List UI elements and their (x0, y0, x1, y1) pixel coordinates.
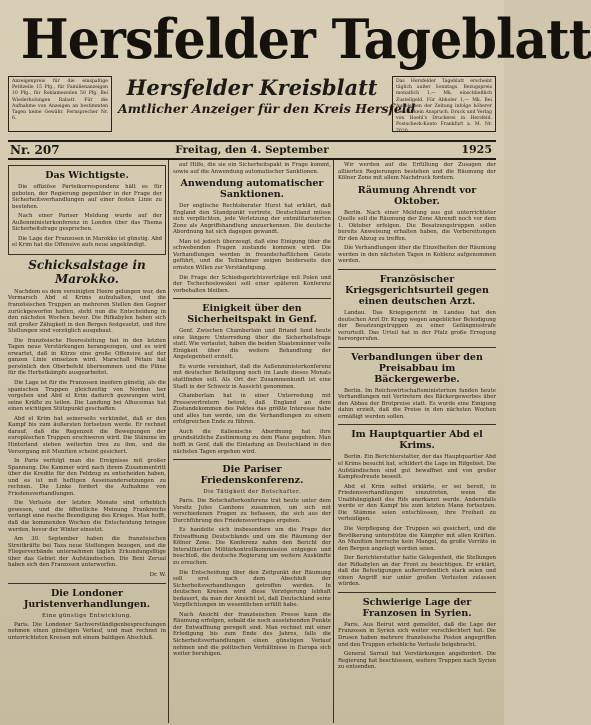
summary-box (8, 165, 166, 255)
heading-hauptquartier: Im Hauptquartier Abd el Krims. (351, 429, 483, 452)
paragraph: Paris. Aus Beirut wird gemeldet, daß die Lage der Franzosen in Syrien sich weiter verschlechtert hat. Die Drusen haben mehrere französische Posten angegriffen und den Truppen erhebliche Verluste beigebracht. (338, 621, 496, 648)
paragraph: Nachdem es dem vereinigten Heere gelungen war, den Vormarsch Abd el Krims aufzuhalten, und die französischen Truppen an mehreren Stellen den Gegner zurückgeworfen hatten, steht nun die Entscheidung in den nächsten Wochen bevor. Die Rifkabylen haben sich mit großer Zähigkeit in den Bergen festgesetzt, und ihre Stellungen sind vorzüglich ausgebaut. (8, 288, 166, 335)
paragraph: Genf. Zwischen Chamberlain und Briand fand heute eine längere Unterredung über die Sicherheitsfrage statt. Wie verlautet, haben die beiden Staatsmänner volle Einigkeit über die weitere Behandlung der Angelegenheit erzielt. (173, 328, 331, 361)
header-row (8, 76, 496, 138)
paragraph: Die Verhandlungen über die Einzelheiten der Räumung werden in den nächsten Tagen in Koblenz aufgenommen werden. (338, 245, 496, 265)
heading-kriegsgericht: Französischer Kriegsgerichtsurteil gegen einen deutschen Arzt. (345, 274, 489, 308)
heading-sanktionen: Anwendung automatischer Sanktionen. (180, 178, 324, 201)
paragraph: Die Lage der Franzosen in Marokko ist günstig. Abd el Krim hat die Offensive aufs neue angekündigt. (12, 235, 162, 249)
paragraph: Die französische Heeresleitung hat in den letzten Tagen neue Verstärkungen herangezogen, und es wird erwartet, daß in Kürze eine große Offensive auf der ganzen Linie einsetzen wird. Marschall Pétain hat persönlich den Oberbefehl übernommen und die Pläne für die Herbstkämpfe ausgearbeitet. (8, 337, 166, 377)
header-right-box: Das Hersfelder Tageblatt erscheint täglich außer Sonntags. Bezugspreis monatlich 1,— Mk. einschließlich Zustellgeld. Für Abholer 1,— Mk. Bei Ausbleiben der Zeitung infolge höherer Gewalt kein Anspruch. Druck und Verlag von Hoehl's Druckerei in Hersfeld. Postscheck-Konto Frankfurt a. M. Nr. 7020. (392, 76, 496, 132)
issue-date: Freitag, den 4. September (175, 144, 329, 156)
paragraph: Die Verluste der letzten Monate sind erheblich gewesen, und die öffentliche Meinung Frankreichs verlangt eine rasche Beendigung des Krieges. Man hofft, daß die kommenden Wochen die Entscheidung bringen werden, bevor der Winter einsetzt. (8, 500, 166, 533)
issue-year: 1925 (461, 143, 492, 156)
paragraph: Am 30. September haben die französischen Streitkräfte bei Taza neue Stellungen bezogen, und die Fliegerverbände unternehmen täglich Erkundungsflüge über das Gebiet der Aufständischen. Die Beni Zerual haben sich den Franzosen unterworfen. (8, 536, 166, 569)
paragraph: Berlin. Nach einer Meldung aus gut unterrichteter Quelle soll die Räumung der Zone Ahrendt noch vor dem 1. Oktober erfolgen. Die Besatzungstruppen sollen bereits Anweisung erhalten haben, die Vorbereitungen für den Abzug zu treffen. (338, 209, 496, 242)
paragraph: Paris. Die Botschafterkonferenz trat heute unter dem Vorsitz Jules Cambons zusammen, um sich mit verschiedenen Fragen zu befassen, die sich aus der Durchführung des Friedensvertrages ergeben. (173, 498, 331, 524)
paragraph: Es wurde vereinbart, daß die Außenministerkonferenz mit deutscher Beteiligung noch im Laufe dieses Monats stattfinden soll. Als Ort der Zusammenkunft ist eine Stadt in der Schweiz in Aussicht genommen. (173, 363, 331, 390)
paragraph: Auch die italienische Abordnung hat ihre grundsätzliche Zustimmung zu dem Plane gegeben. Man hofft in Genf, daß die Einladung an Deutschland in den nächsten Tagen ergehen wird. (173, 428, 331, 455)
paragraph: Paris. Die Londoner Sachverständigenbesprechungen nehmen einen günstigen Verlauf, und man rechnet in unterrichteten Kreisen mit einem baldigen Abschluß. (8, 621, 166, 641)
paragraph: In Paris verfolgt man die Ereignisse mit großer Spannung. Die Kammer wird nach ihrem Zusammentritt über die Kredite für den Feldzug zu entscheiden haben, und es ist mit heftigen Auseinandersetzungen zu rechnen. Die Linke fordert die Aufnahme von Friedensverhandlungen. (8, 458, 166, 497)
section-rule (8, 583, 166, 584)
section-rule (338, 592, 496, 593)
issue-number: Nr. 207 (10, 143, 60, 157)
paragraph: Nach einer Pariser Meldung wurde auf der Außenministerkonferenz in London über das Thema Sicherheitsfrage gesprochen. (12, 213, 162, 233)
paragraph: auf Hilfe, die sie ein Sicherheitspakt in Frage kommt, sowie auf die Anwendung automatischer Sanktionen. (173, 162, 331, 175)
section-rule (338, 347, 496, 348)
header-tagline: Amtlicher Anzeiger für den Kreis Hersfeld (118, 101, 416, 116)
subheading-london: Eine günstige Entwicklung. (42, 612, 132, 619)
paragraph: Wir werden auf die Erfüllung der Zusagen der alliierten Regierungen bestehen und die Räumung der Kölner Zone mit allem Nachdruck fordern. (338, 162, 496, 182)
paragraph: Es handelte sich insbesondere um die Frage der Entwaffnung Deutschlands und um die Räumung der Kölner Zone. Die Konferenz nahm den Bericht der Interalliierten Militärkontrollkommission entgegen und beschloß, die deutsche Regierung um weitere Auskünfte zu ersuchen. (173, 527, 331, 566)
section-rule (173, 459, 331, 460)
column-1 (8, 162, 166, 722)
paragraph: Der englische Rechtsberater Hurst hat erklärt, daß England den Standpunkt vertrete, Deutschland müsse sich verpflichten, jede Verletzung der entmilitarisierten Zone als Angriffshandlung anzuerkennen. Die deutsche Abordnung hat sich dagegen gewandt. (173, 203, 331, 236)
paragraph: Chamberlain hat in einer Unterredung mit Pressevertretern betont, daß England an dem Zustandekommen des Paktes das größte Interesse habe und alles tun werde, um die Verhandlungen zu einem erfolgreichen Ende zu führen. (173, 393, 331, 426)
column-divider (168, 160, 169, 723)
section-rule (173, 298, 331, 299)
dateline (8, 140, 496, 160)
paragraph: Abd el Krim hat seinerseits verkündet, daß er den Kampf bis zum äußersten fortsetzen werde. Er rechnet darauf, daß die Regenzeit die Bewegungen der europäischen Truppen erschweren wird. Die Stämme im Hinterland stehen weiterhin treu zu ihm, und die Versorgung mit Munition scheint gesichert. (8, 415, 166, 455)
paragraph: Nach Ansicht der französischen Presse kann die Räumung erfolgen, sobald die noch ausstehenden Punkte der Entwaffnung geregelt sind. Man rechnet mit einer Erledigung bis zum Ende des Jahres, falls die Sicherheitsverhandlungen einen günstigen Verlauf nehmen und die politischen Verhältnisse in Europa sich weiter beruhigen. (173, 611, 331, 658)
paragraph: General Sarrail hat Verstärkungen angefordert. Die Regierung hat beschlossen, weitere Truppen nach Syrien zu entsenden. (338, 651, 496, 671)
heading-ahrendt: Räumung Ahrendt vor Oktober. (357, 184, 477, 207)
paragraph: Landau. Das Kriegsgericht in Landau hat den deutschen Arzt Dr. Krapp wegen angeblicher Beleidigung der Besatzungstruppen zu einer Gefängnisstrafe verurteilt. Das Urteil hat in der Pfalz große Erregung hervorgerufen. (338, 310, 496, 343)
header-left-box: Anzeigenpreis für die einspaltige Petitzeile 15 Pfg., für Familienanzeigen 10 Pfg., für Reklamezeilen 50 Pfg. Bei Wiederholungen Rabatt. Für die Aufnahme von Anzeigen an bestimmten Tagen keine Gewähr. Fernsprecher Nr. 6. (8, 76, 112, 132)
heading-wichtigste: Das Wichtigste. (45, 170, 129, 181)
column-divider (333, 160, 334, 723)
section-rule (338, 424, 496, 425)
paragraph: Abd el Krim selbst erklärte, er sei bereit, in Friedensverhandlungen einzutreten, wenn die Unabhängigkeit des Rifs anerkannt werde. Andernfalls werde er den Kampf bis zum letzten Mann fortsetzen. Die Stämme seien entschlossen, ihre Freiheit zu verteidigen. (338, 483, 496, 523)
paragraph: Die Lage ist für die Franzosen insofern günstig, als die spanischen Truppen gleichzeitig von Norden her vorgehen und Abd el Krim dadurch gezwungen wird, seine Kräfte zu teilen. Die Landung bei Alhucemas hat einen wichtigen Stützpunkt geschaffen. (8, 380, 166, 413)
heading-london: Die Londoner Juristenverhandlungen. (23, 587, 151, 610)
column-3 (338, 162, 496, 722)
header-subtitle: Hersfelder Kreisblatt (126, 75, 378, 100)
column-2 (173, 162, 331, 722)
section-rule (338, 269, 496, 270)
paragraph: Berlin. Im Reichswirtschaftsministerium fanden heute Verhandlungen mit Vertretern des Bäckergewerbes über den Abbau der Brotpreise statt. Es wurde eine Einigung dahin erzielt, daß die Preise in den nächsten Wochen ermäßigt werden sollen. (338, 387, 496, 420)
heading-marokko: Schicksalstage in Marokko. (28, 257, 146, 286)
heading-syrien: Schwierige Lage der Franzosen in Syrien. (362, 596, 472, 619)
paragraph: Die Frage der Schiedsgerichtsverträge mit Polen und der Tschechoslowakei soll einer späteren Konferenz vorbehalten bleiben. (173, 274, 331, 294)
paragraph: Die Verpflegung der Truppen sei gesichert, und die Bevölkerung unterstütze die Kämpfer mit allen Kräften. An Munition herrsche kein Mangel, da große Vorräte in den Bergen angelegt worden seien. (338, 525, 496, 552)
heading-pariser: Die Pariser Friedenskonferenz. (200, 464, 304, 487)
subheading-pariser: Die Tätigkeit der Botschafter. (203, 489, 301, 496)
paragraph: Die Entscheidung über den Zeitpunkt der Räumung soll erst nach dem Abschluß der Sicherheitsverhandlungen getroffen werden. In deutschen Kreisen wird diese Verzögerung lebhaft bedauert, da man der Ansicht ist, daß Deutschland seine Verpflichtungen im wesentlichen erfüllt habe. (173, 569, 331, 609)
paragraph: Man ist jedoch überzeugt, daß eine Einigung über die schwebenden Fragen zustande kommen wird. Die Verhandlungen werden in freundschaftlichem Geiste geführt, und die Teilnehmer zeigen beiderseits den ernsten Willen zur Verständigung. (173, 238, 331, 272)
paragraph: Der Berichterstatter hatte Gelegenheit, die Stellungen der Rifkabylen an der Front zu besichtigen. Er erklärt, daß die Befestigungen außerordentlich stark seien und einen Angriff nur unter großen Verlusten zulassen würden. (338, 555, 496, 588)
paragraph: Die offiziöse Parteikorrespondenz hält es für geboten, der Regierung gegenüber in der Frage der Sicherheitsverhandlungen auf einer festen Linie zu bestehen. (12, 184, 162, 210)
paragraph: Berlin. Ein Berichterstatter, der das Hauptquartier Abd el Krims besucht hat, schildert die Lage im Rifgebiet. Die Aufständischen sind gut bewaffnet und von großer Kampfesfreude beseelt. (338, 454, 496, 481)
article-signature: Dr. W. (149, 571, 166, 578)
heading-verband: Verbandlungen über den Preisabbau im Bäckergewerbe. (351, 351, 483, 385)
masthead-title: Hersfelder Tageblatt (20, 7, 591, 71)
heading-einigkeit: Einigkeit über den Sicherheitspakt in Genf. (187, 303, 317, 326)
